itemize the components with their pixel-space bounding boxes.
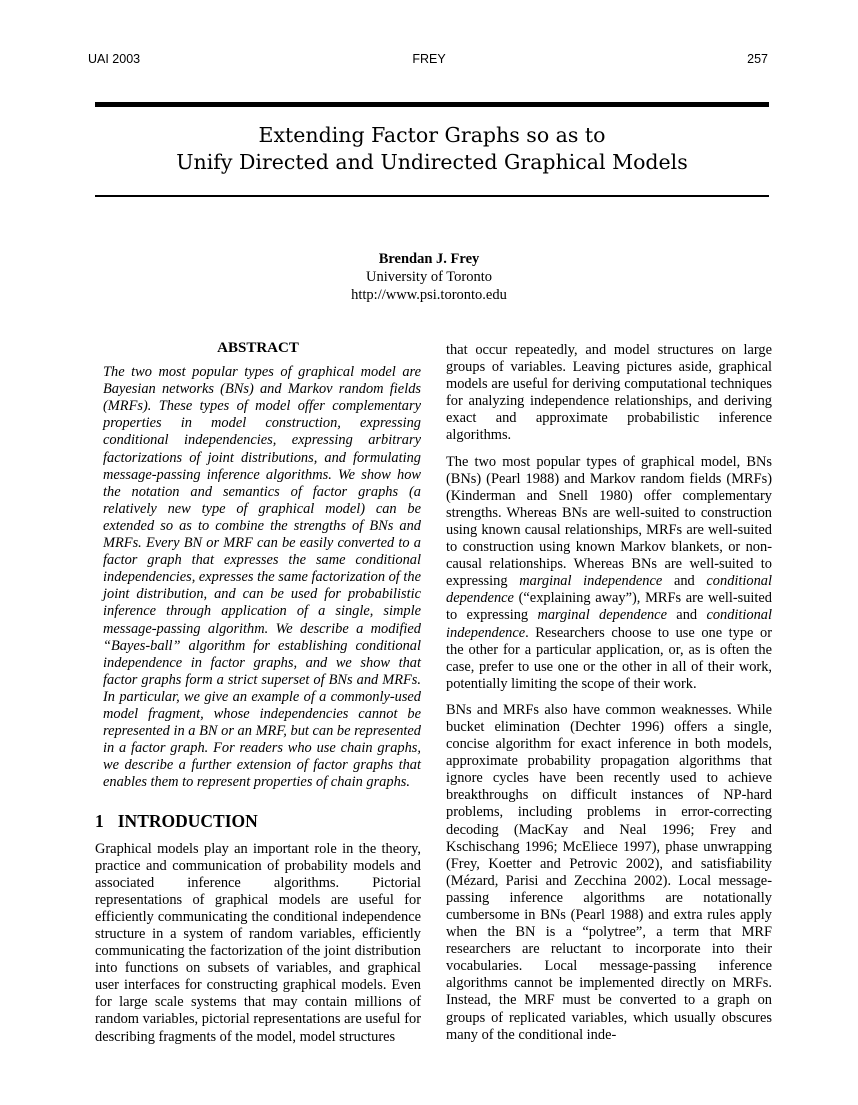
author-url: http://www.psi.toronto.edu <box>351 287 507 303</box>
author-name: Brendan J. Frey <box>378 251 480 267</box>
intro-paragraph-1: Graphical models play an important role in the theory, practice and communication of probability models and associated inference algorithms. Pictorial representations of graphical models are useful for efficiently communicating the conditional independence structure in a system of random variables, efficiently communicating the factorization of the joint distribution into functions on subsets of variables, and graphical user interfaces for constructing graphical models. Even for large scale systems that may contain millions of random variables, pictorial representations are useful for describing fragments of the model, model structures <box>95 840 421 1045</box>
right-column <box>446 342 772 1053</box>
page-number: 257 <box>747 52 768 66</box>
section-number: 1 <box>95 811 104 832</box>
right-paragraph-3: BNs and MRFs also have common weaknesses. While bucket elimination (Dechter 1996) offers a single, concise algorithm for exact inference in both models, approximate probability propagation algorithms that ignore cycles have been recently used to achieve breakthroughs on difficult instances of NP-hard problems, including problems in error-correcting decoding (MacKay and Neal 1996; Frey and Kschischang 1996; McEliece 1997), phase unwrapping (Frey, Koetter and Petrovic 2002), and satisfiability (Mézard, Parisi and Zecchina 2002). Local message-passing inference algorithms are notationally cumbersome in BNs (Pearl 1988) and extra rules apply when the BN is a “polytree”, a term that MRF researchers are reluctant to incorporate into their vocabularies. Local message-passing inference algorithms cannot be implemented directly on MRFs. Instead, the MRF must be converted to a graph on groups of replicated variables, which usually obscures many of the conditional inde- <box>446 701 772 1043</box>
author-block <box>0 250 858 304</box>
running-header-venue: UAI 2003 <box>88 52 141 66</box>
p2-emphasis-marginal-independence: marginal independence <box>519 573 663 590</box>
p2-text-e: . Researchers choose to use one type or the other for a particular application, or, as is often the case, prefer to use one or the other in all of their work, potentially limiting the scope of their work. <box>446 624 772 692</box>
abstract-heading: ABSTRACT <box>217 340 299 356</box>
p2-text-a: The two most popular types of graphical model, BNs (BNs) (Pearl 1988) and Markov random fields (MRFs) (Kinderman and Snell 1980) offer complementary strengths. Whereas BNs are well-suited to construction using known causal relationships, MRFs are well-suited to construction using known Markov blankets, or non-causal relationships. Whereas BNs are well-suited to expressing <box>446 453 772 590</box>
paper-title <box>95 122 769 176</box>
author-affiliation: University of Toronto <box>366 269 492 285</box>
right-paragraph-1: that occur repeatedly, and model structures on large groups of variables. Leaving pictures aside, graphical models are useful for deriving computational techniques for analyzing independence relationships, and deriving exact and approximate probabilistic inference algorithms. <box>446 342 772 444</box>
p2-emphasis-conditional-dependence: conditional dependence <box>446 573 772 607</box>
p2-text-d: and <box>666 607 707 624</box>
p2-emphasis-conditional-independence: conditional independence <box>446 607 772 641</box>
left-column <box>95 340 421 1055</box>
title-rule-bottom <box>95 195 769 197</box>
right-paragraph-2 <box>446 454 772 693</box>
p2-emphasis-marginal-dependence: marginal dependence <box>537 607 667 624</box>
p2-text-c: (“explaining away”), MRFs are well-suited to expressing <box>446 590 772 624</box>
abstract-text: The two most popular types of graphical model are Bayesian networks (BNs) and Markov random fields (MRFs). These types of model offer complementary properties in model construction, expressing conditional independencies, expressing arbitrary factorizations of joint distributions, and formulating message-passing inference algorithms. We show how the notation and semantics of factor graphs (a relatively new type of graphical model) can be extended so as to combine the strengths of BNs and MRFs. Every BN or MRF can be easily converted to a factor graph that expresses the same conditional independencies, expresses the same factorization of the joint distribution, and can be used for probabilistic inference through application of a single, simple message-passing algorithm. We describe a modified “Bayes-ball” algorithm for establishing conditional independence in factor graphs, and we show that factor graphs form a strict superset of BNs and MRFs. In particular, we give an example of a commonly-used model fragment, whose independencies cannot be represented in a BN or an MRF, but can be represented in a factor graph. For readers who use chain graphs, we describe a further extension of factor graphs that enables them to represent properties of chain graphs. <box>103 364 421 791</box>
section-heading-introduction <box>95 813 421 830</box>
title-rule-top <box>95 102 769 107</box>
title-line-1: Extending Factor Graphs so as to <box>258 123 606 147</box>
running-header-author: FREY <box>412 52 446 66</box>
section-title: INTRODUCTION <box>117 811 258 832</box>
title-line-2: Unify Directed and Undirected Graphical Models <box>176 150 688 174</box>
p2-text-b: and <box>662 573 707 590</box>
